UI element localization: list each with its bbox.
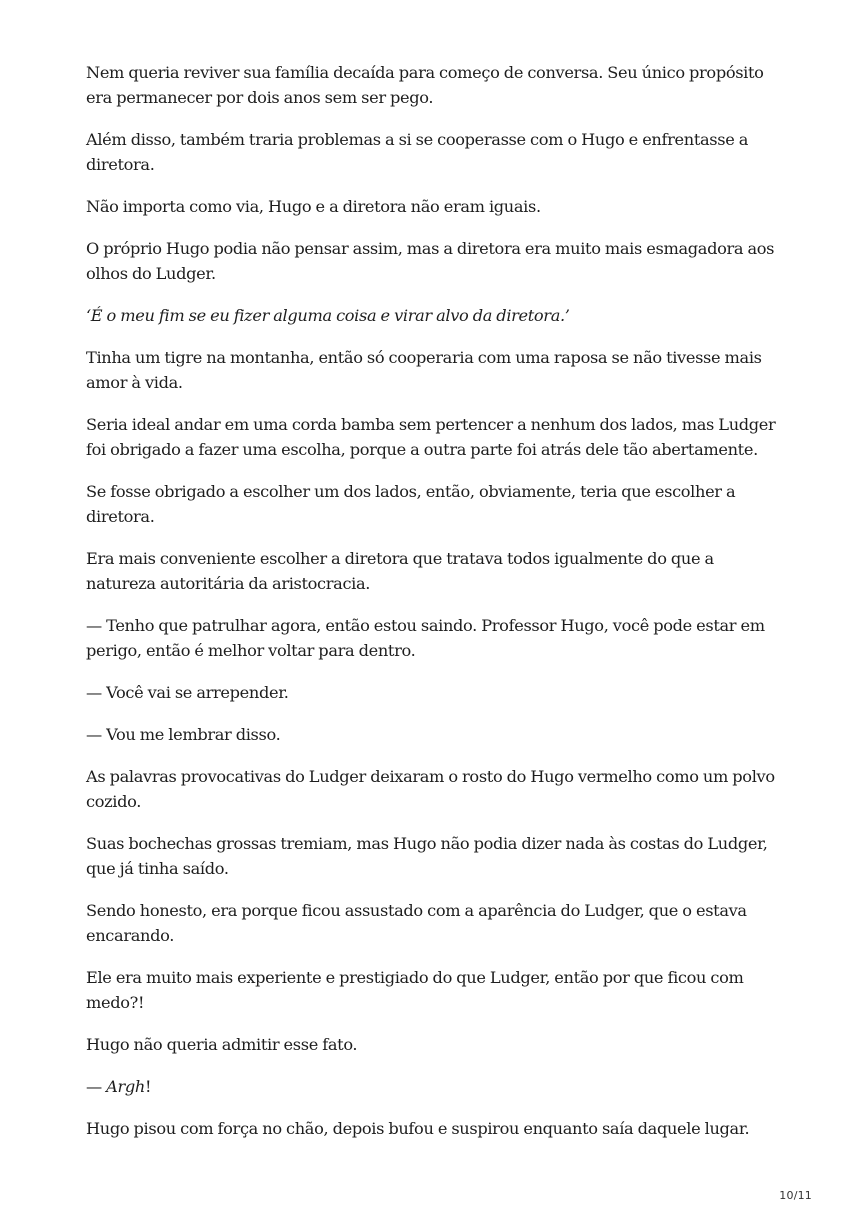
paragraph: Era mais conveniente escolher a diretora que tratava todos igualmente do que a natureza autoritária da aristocracia. (86, 549, 714, 593)
paragraph: Nem queria reviver sua família decaída para começo de conversa. Seu único propósito era permanecer por dois anos sem ser pego. (86, 63, 764, 107)
dialogue-paragraph: — Você vai se arrepender. (86, 683, 289, 702)
paragraph: As palavras provocativas do Ludger deixaram o rosto do Hugo vermelho como um polvo cozido. (86, 767, 775, 811)
paragraph: O próprio Hugo podia não pensar assim, mas a diretora era muito mais esmagadora aos olhos do Ludger. (86, 239, 775, 283)
document-page (86, 60, 786, 1158)
emphasis-text: Argh (106, 1077, 145, 1096)
italic-thought-paragraph: ‘É o meu fim se eu fizer alguma coisa e virar alvo da diretora.’ (86, 306, 570, 325)
paragraph: Hugo não queria admitir esse fato. (86, 1035, 358, 1054)
paragraph: Hugo pisou com força no chão, depois bufou e suspirou enquanto saía daquele lugar. (86, 1119, 750, 1138)
page-number: 10/11 (779, 1189, 812, 1202)
paragraph: Tinha um tigre na montanha, então só cooperaria com uma raposa se não tivesse mais amor à vida. (86, 348, 762, 392)
dialogue-paragraph: — Vou me lembrar disso. (86, 725, 281, 744)
paragraph: Se fosse obrigado a escolher um dos lados, então, obviamente, teria que escolher a diretora. (86, 482, 736, 526)
paragraph: Além disso, também traria problemas a si se cooperasse com o Hugo e enfrentasse a diretora. (86, 130, 749, 174)
exclamation-mark: ! (144, 1077, 152, 1096)
dialogue-dash: — (86, 1077, 107, 1096)
paragraph: Não importa como via, Hugo e a diretora não eram iguais. (86, 197, 541, 216)
paragraph: Ele era muito mais experiente e prestigiado do que Ludger, então por que ficou com medo?! (86, 968, 744, 1012)
paragraph: Suas bochechas grossas tremiam, mas Hugo não podia dizer nada às costas do Ludger, que já tinha saído. (86, 834, 768, 878)
paragraph: Seria ideal andar em uma corda bamba sem pertencer a nenhum dos lados, mas Ludger foi obrigado a fazer uma escolha, porque a outra parte foi atrás dele tão abertamente. (86, 415, 776, 459)
paragraph: Sendo honesto, era porque ficou assustado com a aparência do Ludger, que o estava encarando. (86, 901, 747, 945)
dialogue-paragraph: — Tenho que patrulhar agora, então estou saindo. Professor Hugo, você pode estar em perigo, então é melhor voltar para dentro. (86, 616, 765, 660)
exclamation-paragraph (86, 1074, 786, 1099)
